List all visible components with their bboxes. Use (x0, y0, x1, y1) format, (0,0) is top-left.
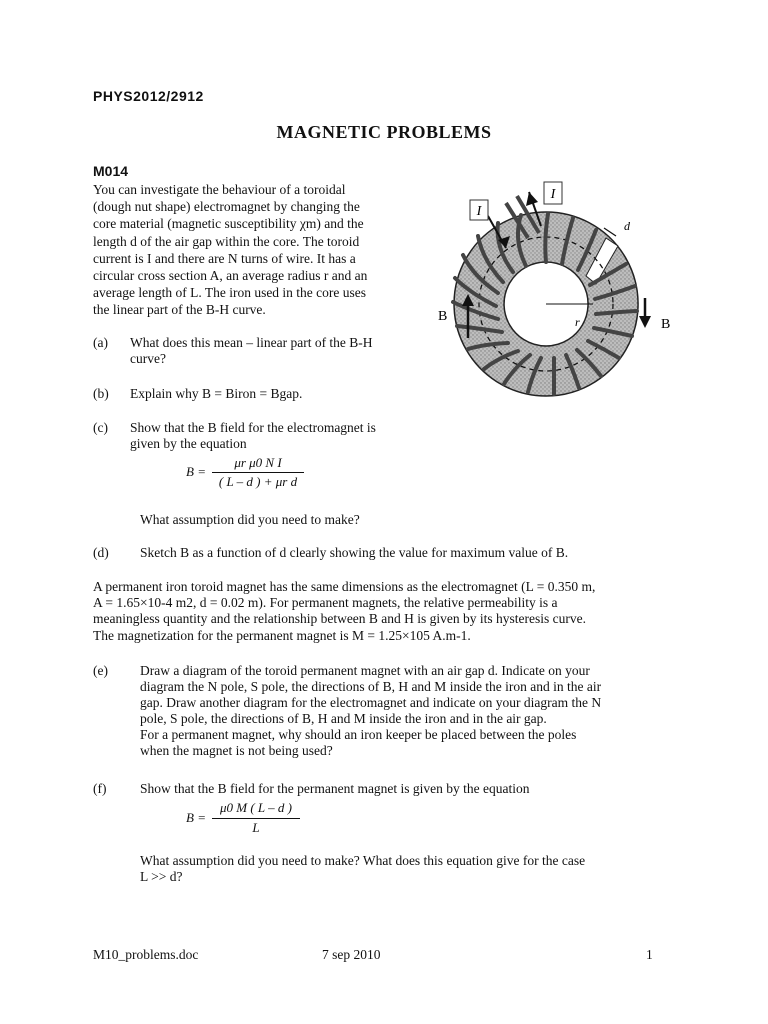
equation-f-lhs: B = (186, 810, 206, 825)
label-B-left: B (438, 309, 448, 324)
intro-line: the linear part of the B-H curve. (93, 302, 266, 318)
label-B-right: B (661, 317, 671, 332)
part-a-line: What does this mean – linear part of the B-H (130, 335, 373, 350)
part-a-text (130, 335, 420, 367)
intro-line: You can investigate the behaviour of a toroidal (93, 182, 346, 197)
part-a-line: curve? (130, 351, 166, 366)
part-e-line: diagram the N pole, S pole, the directions of B, H and M inside the iron and in the air (140, 679, 602, 694)
part-f-line: What assumption did you need to make? What does this equation give for the case (140, 853, 586, 868)
label-d: d (624, 219, 630, 233)
equation-c-lhs: B = (186, 464, 206, 479)
footer-filename: M10_problems.doc (93, 947, 199, 962)
part-c-line: Show that the B field for the electromagnet is (130, 420, 376, 435)
equation-f-denominator: L (252, 820, 260, 835)
intro-line: core material (magnetic susceptibility χm) and the (93, 216, 364, 232)
part-f-question (140, 853, 680, 885)
part-f-label: (f) (93, 781, 107, 796)
paragraph-line: meaningless quantity and the relationship between B and H is given by its hysteresis curve. (93, 611, 587, 627)
course-code: PHYS2012/2912 (93, 88, 204, 104)
part-e-text (140, 663, 680, 759)
equation-c-numerator: μr μ0 N I (234, 455, 282, 470)
part-a-label: (a) (93, 335, 108, 350)
intro-line: circular cross section A, an average radius r and an (93, 268, 368, 284)
page-title: MAGNETIC PROBLEMS (276, 122, 492, 142)
current-arrow-out-head (526, 192, 538, 206)
footer-page-number: 1 (646, 947, 653, 962)
b-arrow-right-head (639, 316, 651, 328)
footer-date: 7 sep 2010 (322, 947, 381, 962)
part-e-line: pole, S pole, the directions of B, H and M inside the iron and in the air gap. (140, 711, 547, 726)
part-b-text: Explain why B = Biron = Bgap. (130, 386, 303, 401)
label-I-right: I (550, 187, 556, 202)
permanent-magnet-paragraph (93, 579, 673, 644)
part-e-line: when the magnet is not being used? (140, 743, 333, 758)
part-e-line: gap. Draw another diagram for the electromagnet and indicate on your diagram the N (140, 695, 602, 710)
problem-id: M014 (93, 163, 129, 179)
part-f-text: Show that the B field for the permanent magnet is given by the equation (140, 781, 530, 796)
label-r: r (575, 315, 580, 329)
part-e-line: Draw a diagram of the toroid permanent magnet with an air gap d. Indicate on your (140, 663, 590, 678)
part-f-line: L >> d? (140, 869, 183, 884)
part-d-label: (d) (93, 545, 109, 560)
equation-f-fraction-bar (212, 818, 300, 819)
paragraph-line: The magnetization for the permanent magnet is M = 1.25×105 A.m-1. (93, 627, 471, 643)
intro-line: average length of L. The iron used in the core uses (93, 285, 367, 301)
part-b-label: (b) (93, 386, 109, 401)
intro-line: length d of the air gap within the core. The toroid (93, 233, 360, 249)
part-c-label: (c) (93, 420, 108, 435)
part-c-question: What assumption did you need to make? (140, 512, 360, 527)
toroid-figure (428, 178, 678, 430)
equation-c-fraction-bar (212, 472, 304, 473)
part-e-label: (e) (93, 663, 108, 678)
problem-intro (93, 181, 418, 319)
intro-line: (dough nut shape) electromagnet by changing the (93, 199, 360, 215)
part-c-text (130, 420, 430, 452)
label-I-left: I (476, 204, 482, 219)
equation-f-numerator: μ0 M ( L – d ) (219, 800, 292, 815)
part-c-line: given by the equation (130, 436, 247, 451)
paragraph-line: A permanent iron toroid magnet has the same dimensions as the electromagnet (L = 0.350 m, (93, 579, 596, 594)
paragraph-line: A = 1.65×10-4 m2, d = 0.02 m). For permanent magnets, the relative permeability is a (93, 595, 558, 611)
part-e-line: For a permanent magnet, why should an iron keeper be placed between the poles (140, 727, 577, 742)
part-d-text: Sketch B as a function of d clearly showing the value for maximum value of B. (140, 545, 569, 560)
intro-line: current is I and there are N turns of wire. It has a (93, 250, 356, 266)
equation-c-denominator: ( L – d ) + μr d (218, 474, 298, 489)
